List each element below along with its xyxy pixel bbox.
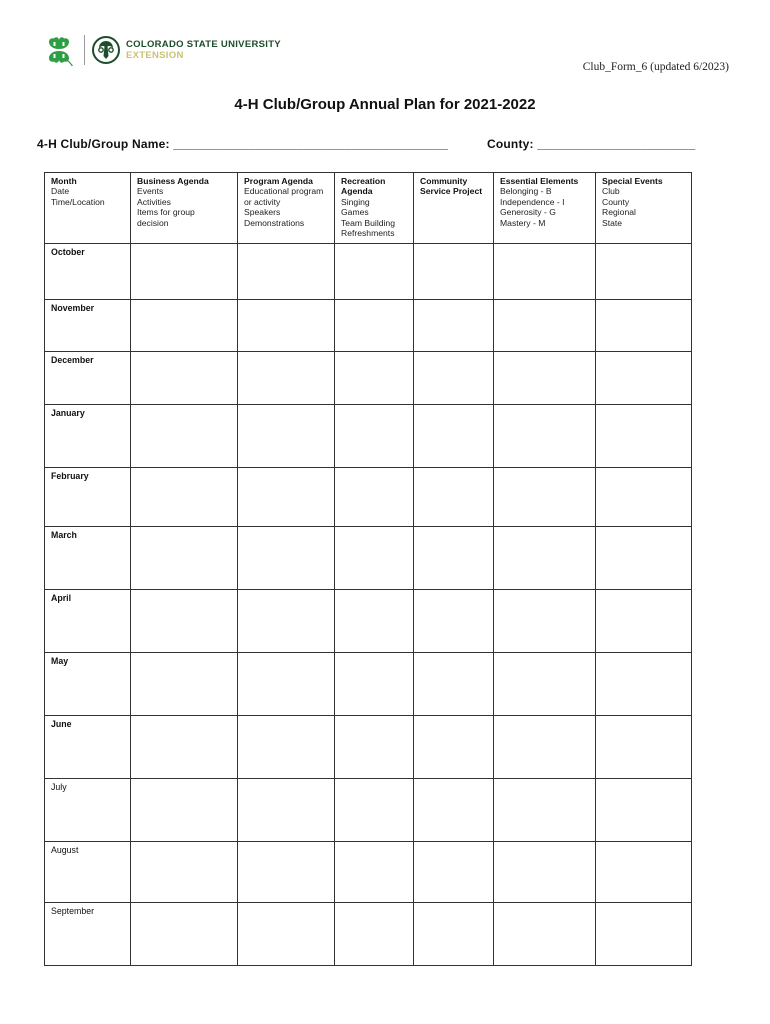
plan-entry-cell[interactable] xyxy=(238,590,335,653)
month-row xyxy=(45,527,692,590)
plan-entry-cell[interactable] xyxy=(238,653,335,716)
plan-entry-cell[interactable] xyxy=(596,405,692,468)
plan-entry-cell[interactable] xyxy=(335,244,414,300)
header-special-events xyxy=(596,173,692,244)
plan-entry-cell[interactable] xyxy=(238,468,335,527)
plan-entry-cell[interactable] xyxy=(131,352,238,405)
header-recreation-agenda xyxy=(335,173,414,244)
header-line: Mastery - M xyxy=(500,217,546,228)
plan-entry-cell[interactable] xyxy=(335,842,414,903)
plan-entry-cell[interactable] xyxy=(494,779,596,842)
plan-entry-cell[interactable] xyxy=(335,653,414,716)
plan-entry-cell[interactable] xyxy=(494,300,596,352)
plan-entry-cell[interactable] xyxy=(494,590,596,653)
plan-entry-cell[interactable] xyxy=(414,590,494,653)
header-title: Business Agenda xyxy=(137,176,209,186)
month-row xyxy=(45,300,692,352)
plan-entry-cell[interactable] xyxy=(131,653,238,716)
plan-entry-cell[interactable] xyxy=(131,244,238,300)
plan-entry-cell[interactable] xyxy=(238,903,335,966)
month-row xyxy=(45,842,692,903)
month-row xyxy=(45,903,692,966)
month-label: September xyxy=(51,906,95,916)
header-line: Events xyxy=(137,186,164,197)
plan-entry-cell[interactable] xyxy=(494,653,596,716)
plan-entry-cell[interactable] xyxy=(131,527,238,590)
month-cell[interactable] xyxy=(45,653,131,716)
month-row xyxy=(45,716,692,779)
county-field[interactable]: County: _______________________ xyxy=(487,137,696,151)
plan-entry-cell[interactable] xyxy=(494,352,596,405)
header-line: Refreshments xyxy=(341,228,395,239)
plan-entry-cell[interactable] xyxy=(238,352,335,405)
logo-divider xyxy=(84,35,85,65)
plan-entry-cell[interactable] xyxy=(335,716,414,779)
plan-entry-cell[interactable] xyxy=(131,468,238,527)
header-title: Service Project xyxy=(420,186,483,197)
month-label: March xyxy=(51,530,77,540)
month-label: May xyxy=(51,656,69,666)
plan-entry-cell[interactable] xyxy=(596,527,692,590)
plan-entry-cell[interactable] xyxy=(414,352,494,405)
plan-entry-cell[interactable] xyxy=(335,468,414,527)
header-line: Independence - I xyxy=(500,196,565,207)
month-cell[interactable] xyxy=(45,468,131,527)
header-title: Special Events xyxy=(602,176,663,186)
plan-entry-cell[interactable] xyxy=(238,842,335,903)
month-cell[interactable] xyxy=(45,716,131,779)
csu-ram-icon xyxy=(92,36,120,64)
header-community-service xyxy=(414,173,494,244)
month-cell[interactable] xyxy=(45,842,131,903)
header-line: Date xyxy=(51,186,70,197)
header-title: Recreation xyxy=(341,176,386,186)
month-row xyxy=(45,590,692,653)
month-label: June xyxy=(51,719,72,729)
plan-entry-cell[interactable] xyxy=(131,300,238,352)
plan-entry-cell[interactable] xyxy=(335,779,414,842)
plan-entry-cell[interactable] xyxy=(238,779,335,842)
month-label: August xyxy=(51,845,79,855)
header-line: Regional xyxy=(602,207,636,218)
plan-entry-cell[interactable] xyxy=(131,590,238,653)
month-cell[interactable] xyxy=(45,352,131,405)
plan-entry-cell[interactable] xyxy=(238,716,335,779)
month-label: April xyxy=(51,593,72,603)
plan-entry-cell[interactable] xyxy=(596,244,692,300)
plan-entry-cell[interactable] xyxy=(494,405,596,468)
header-business-agenda xyxy=(131,173,238,244)
header-title: Program Agenda xyxy=(244,176,313,186)
header-month xyxy=(45,173,131,244)
annual-plan-table xyxy=(44,172,692,966)
month-cell[interactable] xyxy=(45,527,131,590)
plan-entry-cell[interactable] xyxy=(494,468,596,527)
month-label: October xyxy=(51,247,85,257)
header-title: Community xyxy=(420,176,468,186)
header-essential-elements xyxy=(494,173,596,244)
header-line: Speakers xyxy=(244,207,281,218)
header-line: Activities xyxy=(137,196,171,207)
plan-entry-cell[interactable] xyxy=(335,405,414,468)
plan-entry-cell[interactable] xyxy=(414,468,494,527)
month-cell[interactable] xyxy=(45,244,131,300)
plan-entry-cell[interactable] xyxy=(414,405,494,468)
university-name: COLORADO STATE UNIVERSITY xyxy=(126,38,281,50)
month-row xyxy=(45,352,692,405)
month-cell[interactable] xyxy=(45,300,131,352)
plan-entry-cell[interactable] xyxy=(131,405,238,468)
month-row xyxy=(45,244,692,300)
plan-entry-cell[interactable] xyxy=(596,590,692,653)
header-line: Team Building xyxy=(341,217,395,228)
extension-logo xyxy=(42,32,281,68)
plan-entry-cell[interactable] xyxy=(238,405,335,468)
header-line: Items for group xyxy=(137,207,195,218)
plan-entry-cell[interactable] xyxy=(131,779,238,842)
plan-entry-cell[interactable] xyxy=(335,590,414,653)
month-cell[interactable] xyxy=(45,903,131,966)
header-line: Time/Location xyxy=(51,196,105,207)
plan-entry-cell[interactable] xyxy=(131,903,238,966)
plan-entry-cell[interactable] xyxy=(596,653,692,716)
plan-entry-cell[interactable] xyxy=(238,244,335,300)
header-line: Games xyxy=(341,207,369,218)
header-title: Essential Elements xyxy=(500,176,579,186)
plan-entry-cell[interactable] xyxy=(596,352,692,405)
header-line: County xyxy=(602,196,630,207)
page-title: 4-H Club/Group Annual Plan for 2021-2022 xyxy=(234,96,536,113)
plan-entry-cell[interactable] xyxy=(131,842,238,903)
header-line: Educational program xyxy=(244,186,324,197)
month-row xyxy=(45,468,692,527)
plan-entry-cell[interactable] xyxy=(414,300,494,352)
plan-entry-cell[interactable] xyxy=(596,903,692,966)
month-cell[interactable] xyxy=(45,779,131,842)
extension-label: EXTENSION xyxy=(126,50,184,61)
plan-entry-cell[interactable] xyxy=(238,300,335,352)
month-cell[interactable] xyxy=(45,405,131,468)
plan-entry-cell[interactable] xyxy=(414,527,494,590)
plan-entry-cell[interactable] xyxy=(414,716,494,779)
four-h-clover-icon xyxy=(42,33,76,67)
month-label: November xyxy=(51,303,95,313)
plan-entry-cell[interactable] xyxy=(596,468,692,527)
plan-entry-cell[interactable] xyxy=(414,842,494,903)
month-cell[interactable] xyxy=(45,590,131,653)
header-line: Demonstrations xyxy=(244,217,305,228)
club-name-field[interactable]: 4-H Club/Group Name: ________________________________________ xyxy=(37,137,449,151)
plan-entry-cell[interactable] xyxy=(494,527,596,590)
header-title: Month xyxy=(51,176,77,186)
plan-entry-cell[interactable] xyxy=(494,903,596,966)
month-label: July xyxy=(51,782,67,792)
plan-entry-cell[interactable] xyxy=(596,300,692,352)
month-label: February xyxy=(51,471,89,481)
plan-entry-cell[interactable] xyxy=(494,842,596,903)
plan-entry-cell[interactable] xyxy=(414,903,494,966)
month-label: December xyxy=(51,355,94,365)
month-row xyxy=(45,405,692,468)
plan-entry-cell[interactable] xyxy=(414,244,494,300)
plan-entry-cell[interactable] xyxy=(414,779,494,842)
plan-entry-cell[interactable] xyxy=(414,653,494,716)
header-title: Agenda xyxy=(341,186,373,197)
plan-entry-cell[interactable] xyxy=(335,352,414,405)
header-line: or activity xyxy=(244,196,281,207)
header-line: decision xyxy=(137,217,169,228)
header-line: State xyxy=(602,217,623,228)
header-line: Singing xyxy=(341,196,370,207)
header-line: Belonging - B xyxy=(500,186,552,197)
plan-entry-cell[interactable] xyxy=(335,903,414,966)
month-row xyxy=(45,779,692,842)
plan-entry-cell[interactable] xyxy=(596,779,692,842)
plan-entry-cell[interactable] xyxy=(494,244,596,300)
plan-entry-cell[interactable] xyxy=(238,527,335,590)
plan-entry-cell[interactable] xyxy=(131,716,238,779)
plan-entry-cell[interactable] xyxy=(596,842,692,903)
plan-entry-cell[interactable] xyxy=(596,716,692,779)
form-identifier: Club_Form_6 (updated 6/2023) xyxy=(582,61,729,73)
plan-entry-cell[interactable] xyxy=(335,300,414,352)
header-line: Club xyxy=(602,186,620,197)
month-row xyxy=(45,653,692,716)
header-program-agenda xyxy=(238,173,335,244)
header-line: Generosity - G xyxy=(500,207,556,218)
header-row xyxy=(45,173,692,244)
plan-entry-cell[interactable] xyxy=(494,716,596,779)
plan-entry-cell[interactable] xyxy=(335,527,414,590)
month-label: January xyxy=(51,408,85,418)
